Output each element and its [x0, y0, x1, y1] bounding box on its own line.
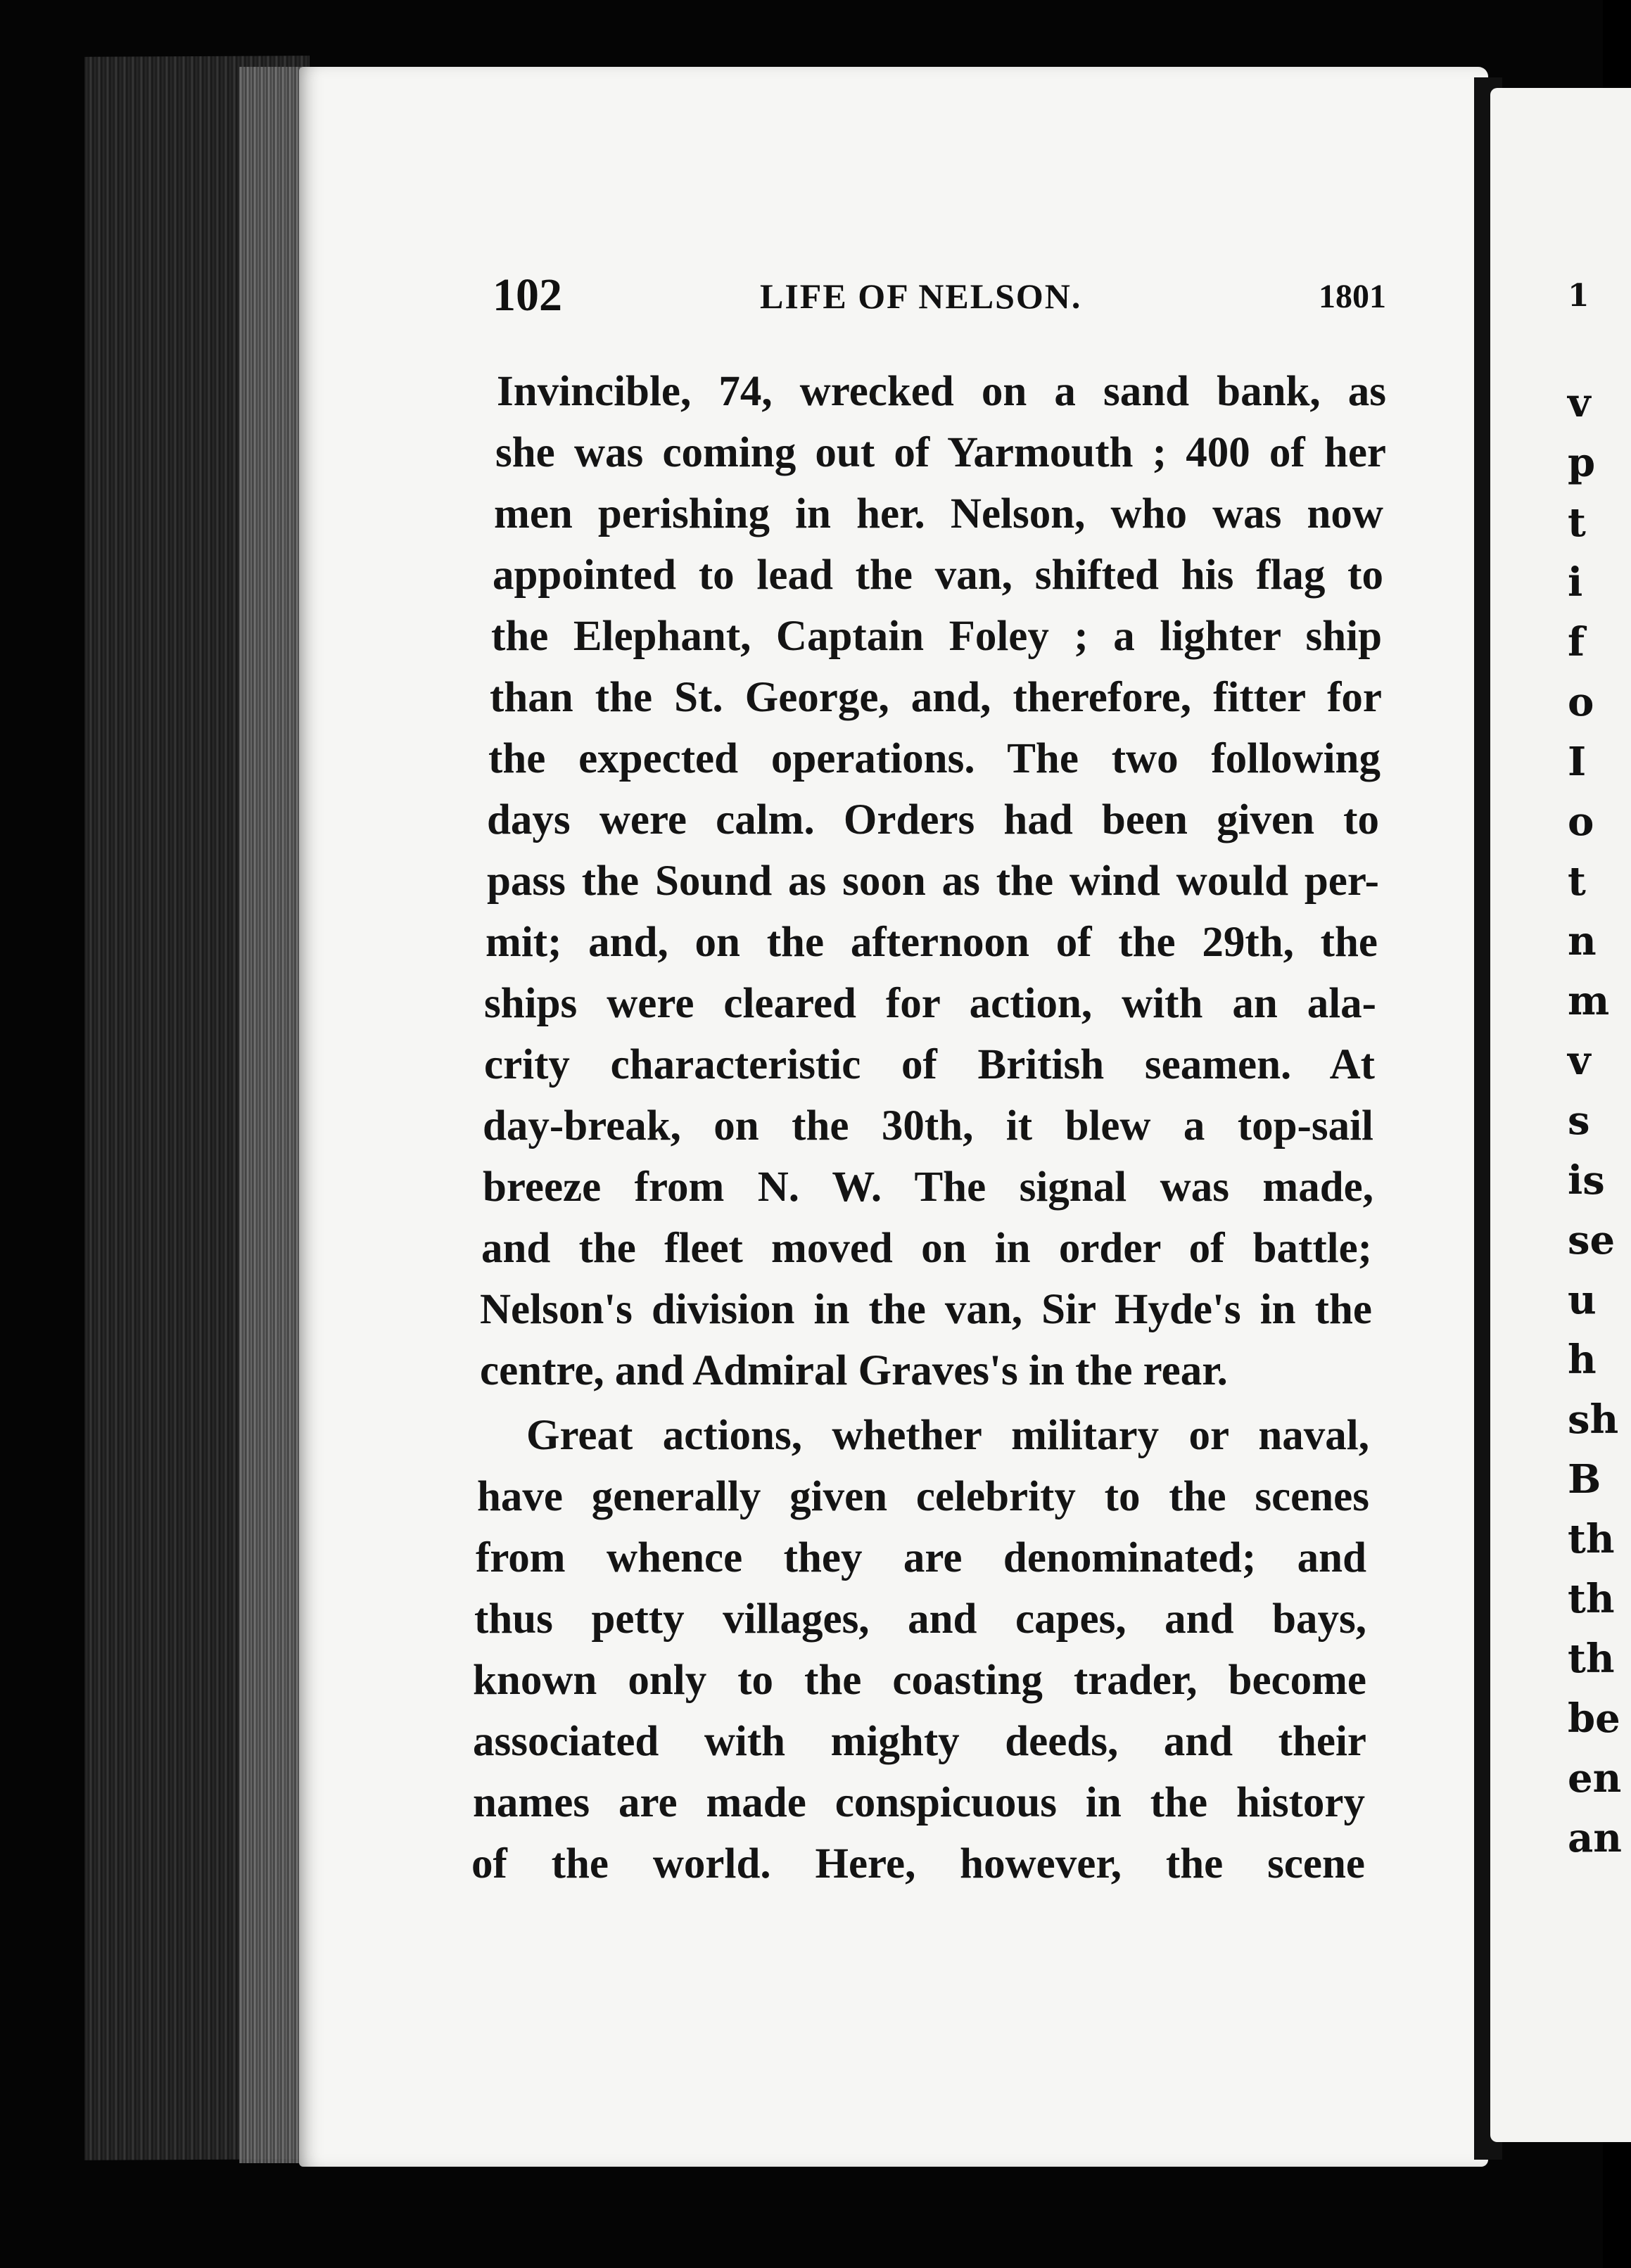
facing-page-fragment: m — [1568, 978, 1610, 1024]
facing-page-fragment: t — [1568, 499, 1586, 546]
text-line: the expected operations. The two following — [488, 735, 1381, 782]
facing-page-fragment: f — [1568, 619, 1585, 665]
text-line: known only to the coasting trader, become — [473, 1657, 1366, 1704]
text-line: have generally given celebrity to the scenes — [477, 1473, 1369, 1520]
text-line: centre, and Admiral Graves's in the rear. — [480, 1347, 1228, 1394]
page-number: 102 — [493, 269, 562, 321]
text-line: ships were cleared for action, with an ala- — [484, 980, 1376, 1027]
facing-page-fragment: th — [1568, 1576, 1615, 1622]
facing-page-fragment: an — [1568, 1815, 1622, 1861]
facing-page-fragment: be — [1568, 1695, 1620, 1742]
facing-page-fragment: is — [1568, 1157, 1605, 1204]
running-title: LIFE OF NELSON. — [760, 276, 1082, 316]
facing-page-fragment: se — [1568, 1217, 1616, 1263]
text-line: thus petty villages, and capes, and bays, — [474, 1595, 1366, 1643]
facing-page-fragment: p — [1568, 440, 1596, 486]
text-line: Invincible, 74, wrecked on a sand bank, as — [497, 368, 1386, 415]
text-line: from whence they are denominated; and — [476, 1534, 1366, 1581]
text-line: she was coming out of Yarmouth ; 400 of her — [495, 429, 1386, 476]
facing-page-fragment: t — [1568, 858, 1586, 905]
text-line: names are made conspicuous in the history — [473, 1779, 1365, 1826]
text-line: men perishing in her. Nelson, who was now — [494, 490, 1383, 537]
facing-page-fragment: u — [1568, 1277, 1597, 1323]
text-line: breeze from N. W. The signal was made, — [483, 1164, 1373, 1211]
facing-page-fragment: o — [1568, 679, 1594, 725]
running-year: 1801 — [1319, 278, 1386, 315]
facing-page-fragment: o — [1568, 798, 1594, 845]
facing-page-fragment: i — [1568, 559, 1583, 606]
text-line: crity characteristic of British seamen. At — [484, 1041, 1375, 1088]
text-line: mit; and, on the afternoon of the 29th, the — [486, 919, 1378, 966]
facing-page-fragment: th — [1568, 1636, 1615, 1682]
facing-page-fragment: v — [1568, 1038, 1591, 1084]
text-line: of the world. Here, however, the scene — [471, 1840, 1365, 1887]
facing-page-fragment: th — [1568, 1516, 1615, 1562]
text-line: associated with mighty deeds, and their — [473, 1718, 1366, 1765]
text-line: Nelson's division in the van, Sir Hyde's in the — [480, 1286, 1372, 1333]
text-line: Great actions, whether military or naval, — [526, 1412, 1369, 1459]
text-line: day-break, on the 30th, it blew a top-sail — [483, 1102, 1373, 1149]
text-line: days were calm. Orders had been given to — [487, 796, 1379, 843]
facing-page-fragment: v — [1568, 380, 1591, 426]
facing-page-fragment: en — [1568, 1755, 1622, 1802]
text-line: and the fleet moved on in order of battle; — [481, 1225, 1372, 1272]
text-line: pass the Sound as soon as the wind would per- — [487, 858, 1379, 905]
facing-page-fragment: s — [1568, 1097, 1590, 1144]
text-line: appointed to lead the van, shifted his flag to — [493, 552, 1383, 599]
text-line: than the St. George, and, therefore, fitter for — [490, 674, 1382, 721]
facing-page-fragment: B — [1568, 1456, 1601, 1503]
facing-page-fragment: 1 — [1568, 278, 1589, 314]
facing-page-fragment: h — [1568, 1337, 1597, 1383]
facing-page-fragment: n — [1568, 918, 1597, 964]
text-line: the Elephant, Captain Foley ; a lighter ship — [491, 613, 1382, 660]
facing-page-fragment: sh — [1568, 1396, 1619, 1443]
facing-page-fragment: I — [1568, 739, 1587, 785]
